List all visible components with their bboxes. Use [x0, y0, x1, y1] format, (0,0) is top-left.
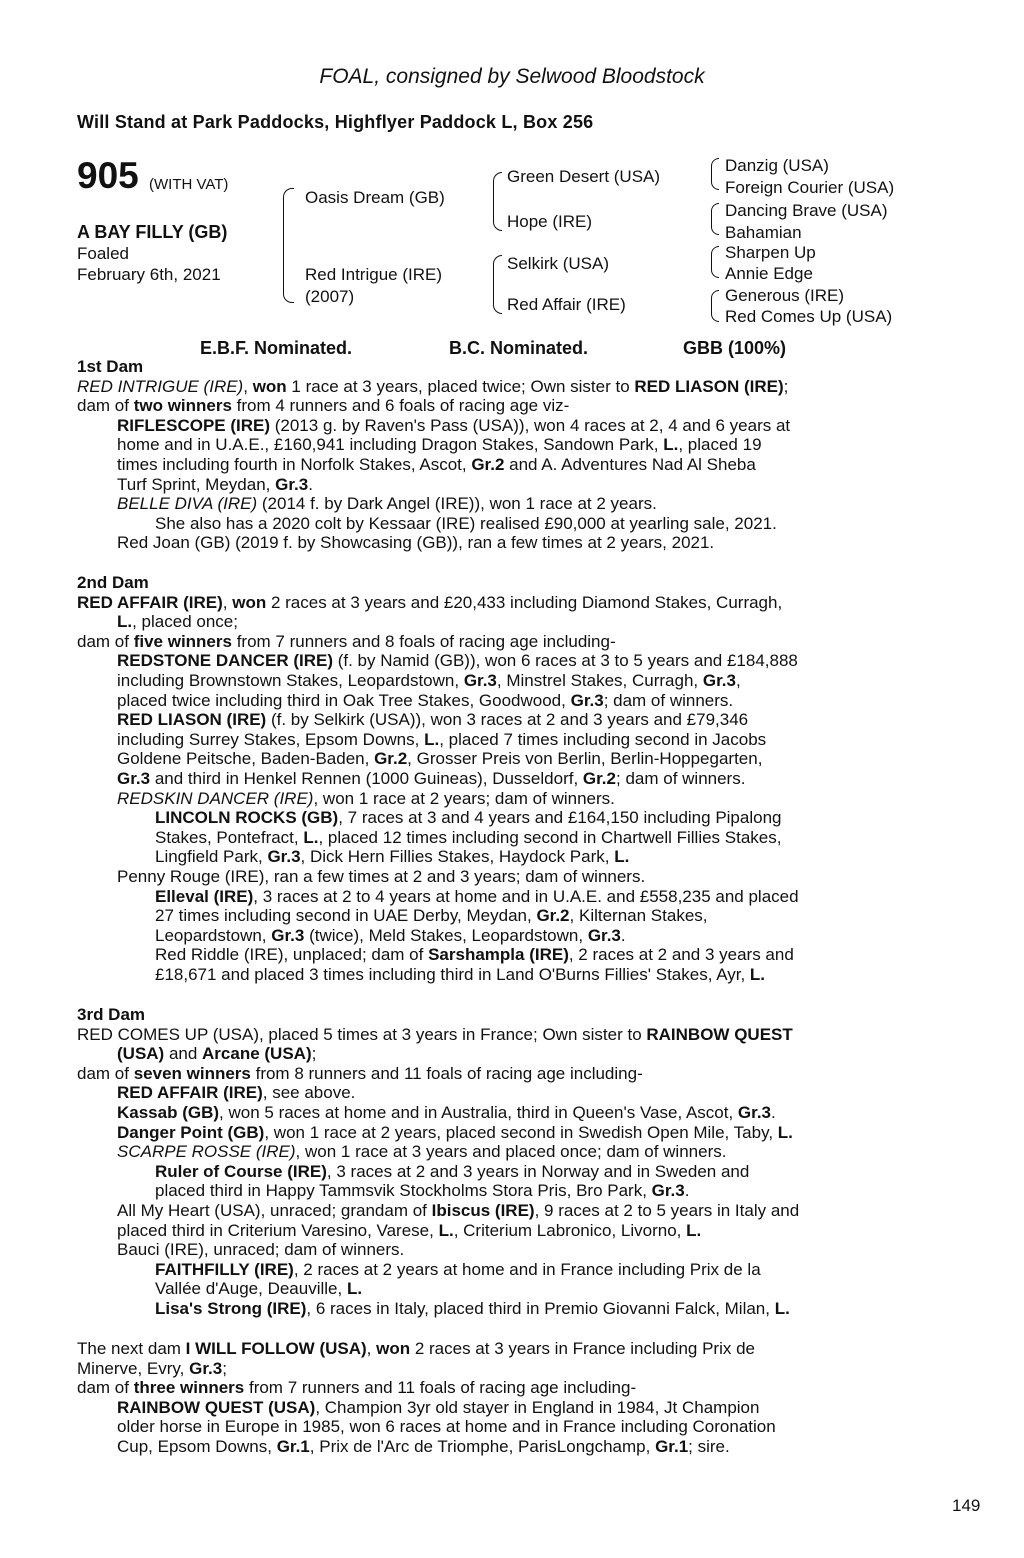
produce-entry: All My Heart (USA), unraced; grandam of Ibiscus (IRE), 9 races at 2 to 5 years in Italy and placed third in Criterium Varesino, Varese, L., Criterium Labronico, Livorno, L.: [117, 1200, 800, 1240]
pedigree-sss: Danzig (USA): [725, 156, 829, 175]
pedigree-dam: Red Intrigue (IRE): [305, 265, 442, 284]
gbb-rating: GBB (100%): [683, 338, 787, 358]
third-dam-section: 3rd Dam RED COMES UP (USA), placed 5 times at 3 years in France; Own sister to RAINBOW QUEST (USA) and Arcane (USA); dam of seven winners from 8 runners and 11 foals of racing age including- RED AFFAIR (IRE), see above. Kassab (GB), won 5 races at home and in Australia, third in Queen's Vase, Ascot, Gr.3. Danger Point (GB), won 1 race at 2 years, placed second in Swedish Open Mile, Taby, L. SCARPE ROSSE (IRE), won 1 race at 3 years and placed once; dam of winners. Ruler of Course (IRE), 3 races at 2 and 3 years in Norway and in Sweden and placed third in Happy Tammsvik Stockholms Stora Pris, Bro Park, Gr.3. All My Heart (USA), unraced; grandam of Ibiscus (IRE), 9 races at 2 to 5 years in Italy and placed third in Criterium Varesino, Varese, L., Criterium Labronico, Livorno, L. Bauci (IRE), unraced; dam of winners. FAITHFILLY (IRE), 2 races at 2 years at home and in France including Prix de la Vallée d'Auge, Deauville, L. Lisa's Strong (IRE), 6 races in Italy, placed third in Premio Giovanni Falck, Milan, L.: [77, 1005, 930, 1319]
page-number: 149: [952, 1496, 981, 1515]
pedigree-ddd: Red Comes Up (USA): [725, 307, 893, 326]
produce-entry: REDSKIN DANCER (IRE), won 1 race at 2 years; dam of winners.: [117, 788, 615, 808]
bc-nomination: B.C. Nominated.: [449, 338, 589, 358]
foaled-label: Foaled: [77, 244, 129, 263]
dam-produce-summary: dam of seven winners from 8 runners and 11 foals of racing age including-: [77, 1063, 643, 1083]
pedigree-dam-year: (2007): [305, 287, 355, 306]
grand-produce-entry: Lisa's Strong (IRE), 6 races in Italy, placed third in Premio Giovanni Falck, Milan, L.: [155, 1298, 790, 1318]
dam-produce-summary: dam of three winners from 7 runners and 11 foals of racing age including-: [77, 1378, 637, 1398]
first-dam-section: [77, 357, 930, 553]
produce-entry: Penny Rouge (IRE), ran a few times at 2 and 3 years; dam of winners.: [117, 866, 646, 886]
lot-number: 905: [77, 155, 139, 196]
pedigree-dam-sire: Selkirk (USA): [507, 254, 610, 273]
grand-produce-entry: Elleval (IRE), 3 races at 2 to 4 years at home and in U.A.E. and £558,235 and placed 27 times including second in UAE Derby, Meydan, Gr.2, Kilternan Stakes, Leopardstown, Gr.3 (twice), Meld Stakes, Leopardstown, Gr.3.: [155, 886, 799, 945]
pedigree-brace-sd: [711, 203, 719, 235]
pedigree-sire: Oasis Dream (GB): [305, 188, 445, 207]
produce-entry: Bauci (IRE), unraced; dam of winners.: [117, 1240, 405, 1260]
produce-entry: RIFLESCOPE (IRE) (2013 g. by Raven's Pass (USA)), won 4 races at 2, 4 and 6 years at home and in U.A.E., £160,941 including Dragon Stakes, Sandown Park, L., placed 19 times including fourth in Norfolk Stakes, Ascot, Gr.2 and A. Adventures Nad Al Sheba Turf Sprint, Meydan, Gr.3.: [117, 415, 791, 494]
grand-produce-entry: Ruler of Course (IRE), 3 races at 2 and 3 years in Norway and in Sweden and placed third in Happy Tammsvik Stockholms Stora Pris, Bro Park, Gr.3.: [155, 1161, 750, 1201]
produce-entry: BELLE DIVA (IRE) (2014 f. by Dark Angel (IRE)), won 1 race at 2 years.: [117, 494, 657, 514]
dam-produce-summary: dam of five winners from 7 runners and 8 foals of racing age including-: [77, 631, 616, 651]
dam-produce-summary: dam of two winners from 4 runners and 6 foals of racing age viz-: [77, 396, 570, 416]
section-heading: 3rd Dam: [77, 1005, 146, 1024]
produce-entry: SCARPE ROSSE (IRE), won 1 race at 3 years and placed once; dam of winners.: [117, 1142, 727, 1162]
pedigree-sdd: Bahamian: [725, 223, 802, 242]
pedigree-ssd: Foreign Courier (USA): [725, 178, 895, 197]
pedigree-brace-ds: [711, 246, 719, 278]
pedigree-brace-dd: [711, 290, 719, 322]
foaled-date: February 6th, 2021: [77, 265, 221, 284]
pedigree-brace-dam: [493, 255, 502, 314]
grand-produce-entry: LINCOLN ROCKS (GB), 7 races at 3 and 4 years and £164,150 including Pipalong Stakes, Pontefract, L., placed 12 times including second in Chartwell Fillies Stakes, Lingfield Park, Gr.3, Dick Hern Fillies Stakes, Haydock Park, L.: [155, 808, 782, 867]
second-dam-section: 2nd Dam RED AFFAIR (IRE), won 2 races at 3 years and £20,433 including Diamond Stakes, Curragh, L., placed once; dam of five winners from 7 runners and 8 foals of racing age including- REDSTONE DANCER (IRE) (f. by Namid (GB)), won 6 races at 3 to 5 years and £184,888 including Brownstown Stakes, Leopardstown, Gr.3, Minstrel Stakes, Curragh, Gr.3, placed twice including third in Oak Tree Stakes, Goodwood, Gr.3; dam of winners. RED LIASON (IRE) (f. by Selkirk (USA)), won 3 races at 2 and 3 years and £79,346 including Surrey Stakes, Epsom Downs, L., placed 7 times including second in Jacobs Goldene Peitsche, Baden-Baden, Gr.2, Grosser Preis von Berlin, Berlin-Hoppegarten, Gr.3 and third in Henkel Rennen (1000 Guineas), Dusseldorf, Gr.2; dam of winners. REDSKIN DANCER (IRE), won 1 race at 2 years; dam of winners. LINCOLN ROCKS (GB), 7 races at 3 and 4 years and £164,150 including Pipalong Stakes, Pontefract, L., placed 12 times including second in Chartwell Fillies Stakes, Lingfield Park, Gr.3, Dick Hern Fillies Stakes, Haydock Park, L. Penny Rouge (IRE), ran a few times at 2 and 3 years; dam of winners. Elleval (IRE), 3 races at 2 to 4 years at home and in U.A.E. and £558,235 and placed 27 times including second in UAE Derby, Meydan, Gr.2, Kilternan Stakes, Leopardstown, Gr.3 (twice), Meld Stakes, Leopardstown, Gr.3. Red Riddle (IRE), unplaced; dam of Sarshampla (IRE), 2 races at 2 and 3 years and £18,671 and placed 3 times including third in Land O'Burns Fillies' Stakes, Ayr, L.: [77, 573, 930, 984]
next-dam-section: [77, 1339, 930, 1457]
pedigree-brace-main: [283, 188, 294, 303]
produce-entry: REDSTONE DANCER (IRE) (f. by Namid (GB)), won 6 races at 3 to 5 years and £184,888 including Brownstown Stakes, Leopardstown, Gr.3, Minstrel Stakes, Curragh, Gr.3, placed twice including third in Oak Tree Stakes, Goodwood, Gr.3; dam of winners.: [117, 651, 798, 710]
produce-entry: Kassab (GB), won 5 races at home and in Australia, third in Queen's Vase, Ascot, Gr.3.: [117, 1102, 776, 1122]
dam-summary: RED COMES UP (USA), placed 5 times at 3 years in France; Own sister to RAINBOW QUEST: [77, 1024, 793, 1044]
grand-produce-entry: Red Riddle (IRE), unplaced; dam of Sarshampla (IRE), 2 races at 2 and 3 years and £18,671 and placed 3 times including third in Land O'Burns Fillies' Stakes, Ayr, L.: [155, 945, 794, 984]
horse-name: A BAY FILLY (GB): [77, 222, 228, 242]
pedigree-sire-dam: Hope (IRE): [507, 212, 593, 231]
page-title: FOAL, consigned by Selwood Bloodstock: [319, 65, 705, 88]
section-heading: 1st Dam: [77, 357, 144, 376]
ebf-nomination: E.B.F. Nominated.: [200, 338, 353, 358]
produce-entry: RED AFFAIR (IRE), see above.: [117, 1083, 356, 1103]
pedigree-brace-sire: [493, 172, 502, 231]
produce-entry: Red Joan (GB) (2019 f. by Showcasing (GB)), ran a few times at 2 years, 2021.: [117, 533, 715, 553]
pedigree-dds: Generous (IRE): [725, 286, 845, 305]
pedigree-sds: Dancing Brave (USA): [725, 201, 888, 220]
produce-note: She also has a 2020 colt by Kessaar (IRE) realised £90,000 at yearling sale, 2021.: [155, 513, 777, 533]
dam-summary: RED AFFAIR (IRE), won 2 races at 3 years and £20,433 including Diamond Stakes, Curragh,: [77, 592, 783, 612]
produce-entry: Danger Point (GB), won 1 race at 2 years, placed second in Swedish Open Mile, Taby, L.: [117, 1122, 793, 1142]
dam-summary: RED INTRIGUE (IRE), won 1 race at 3 years, placed twice; Own sister to RED LIASON (IRE);: [77, 376, 789, 396]
section-heading: 2nd Dam: [77, 573, 149, 592]
pedigree-dam-dam: Red Affair (IRE): [507, 295, 626, 314]
dam-summary: The next dam I WILL FOLLOW (USA), won 2 races at 3 years in France including Prix de Minerve, Evry, Gr.3;: [77, 1339, 755, 1378]
pedigree-sire-sire: Green Desert (USA): [507, 167, 661, 186]
stand-location: Will Stand at Park Paddocks, Highflyer Paddock L, Box 256: [77, 112, 594, 132]
pedigree-dsd: Annie Edge: [725, 264, 813, 283]
pedigree-dss: Sharpen Up: [725, 243, 816, 262]
grand-produce-entry: FAITHFILLY (IRE), 2 races at 2 years at home and in France including Prix de la Vallée d'Auge, Deauville, L.: [155, 1259, 761, 1299]
produce-entry: RAINBOW QUEST (USA), Champion 3yr old stayer in England in 1984, Jt Champion older horse in Europe in 1985, won 6 races at home and in France including Coronation Cup, Epsom Downs, Gr.1, Prix de l'Arc de Triomphe, ParisLongchamp, Gr.1; sire.: [117, 1397, 776, 1456]
vat-note: (WITH VAT): [149, 176, 229, 193]
pedigree-brace-ss: [711, 158, 719, 190]
produce-entry: RED LIASON (IRE) (f. by Selkirk (USA)), won 3 races at 2 and 3 years and £79,346 including Surrey Stakes, Epsom Downs, L., placed 7 times including second in Jacobs Goldene Peitsche, Baden-Baden, Gr.2, Grosser Preis von Berlin, Berlin-Hoppegarten, Gr.3 and third in Henkel Rennen (1000 Guineas), Dusseldorf, Gr.2; dam of winners.: [117, 710, 767, 788]
